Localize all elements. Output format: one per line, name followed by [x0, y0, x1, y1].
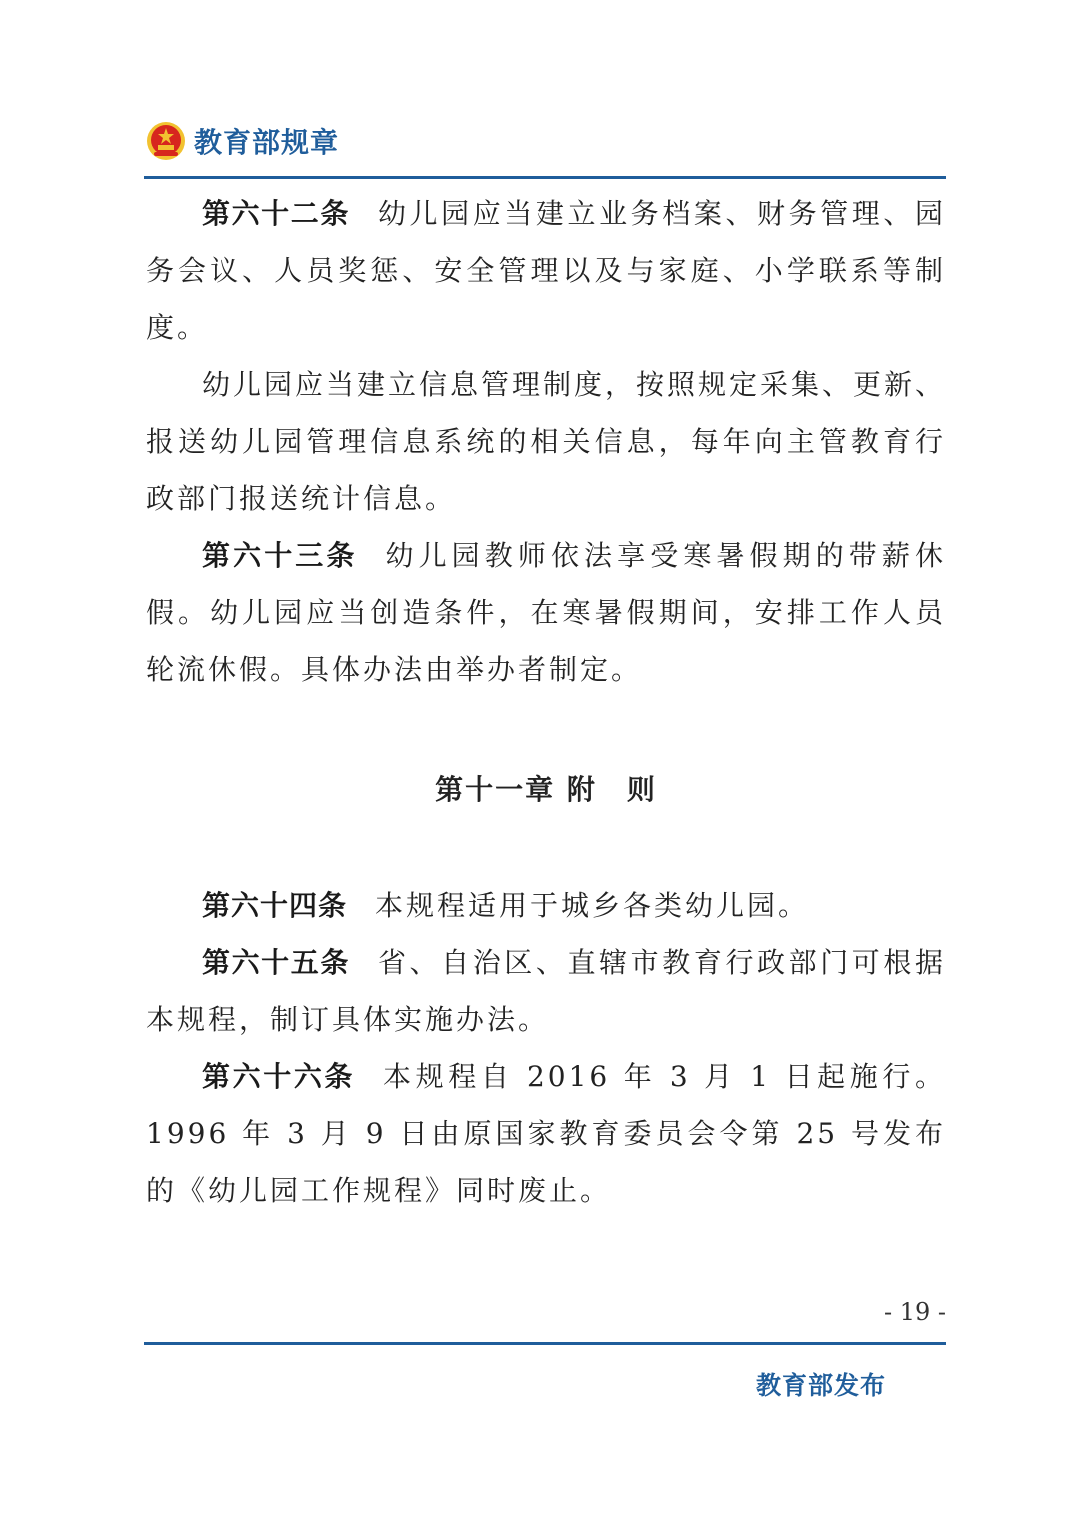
footer-rule: [144, 1342, 946, 1345]
article-text: 幼儿园教师依法享受寒暑假期的带薪休假。幼儿园应当创造条件，在寒暑假期间，安排工作人员轮流休假。具体办法由举办者制定。: [146, 539, 946, 686]
document-body: [146, 178, 946, 1219]
article-62: [146, 185, 946, 356]
page-number: - 19 -: [883, 1298, 946, 1326]
document-header: [146, 116, 339, 166]
article-number: 第六十五条: [202, 946, 350, 979]
article-62-paragraph-2: [146, 356, 946, 527]
header-title: 教育部规章: [194, 126, 340, 159]
national-emblem-icon: [146, 121, 186, 161]
article-number: 第六十六条: [202, 1060, 356, 1093]
article-number: 第六十四条: [202, 889, 348, 922]
chapter-title: 第十一章 附 则: [435, 773, 657, 806]
article-63: [146, 527, 946, 698]
article-66: [146, 1048, 946, 1219]
article-text: 省、自治区、直辖市教育行政部门可根据本规程，制订具体实施办法。: [146, 946, 946, 1036]
article-text: 幼儿园应当建立业务档案、财务管理、园务会议、人员奖惩、安全管理以及与家庭、小学联系等制度。: [146, 197, 946, 344]
article-64: [146, 877, 946, 934]
article-65: [146, 934, 946, 1048]
footer-publisher: 教育部发布: [756, 1371, 887, 1400]
article-number: 第六十三条: [202, 539, 358, 572]
article-text: 本规程适用于城乡各类幼儿园。: [375, 889, 810, 922]
article-number: 第六十二条: [202, 197, 350, 230]
article-text: 幼儿园应当建立信息管理制度，按照规定采集、更新、报送幼儿园管理信息系统的相关信息，每年向主管教育行政部门报送统计信息。: [146, 368, 947, 515]
article-text: 本规程自 2016 年 3 月 1 日起施行。1996 年 3 月 9 日由原国家教育委员会令第 25 号发布的《幼儿园工作规程》同时废止。: [146, 1060, 946, 1207]
